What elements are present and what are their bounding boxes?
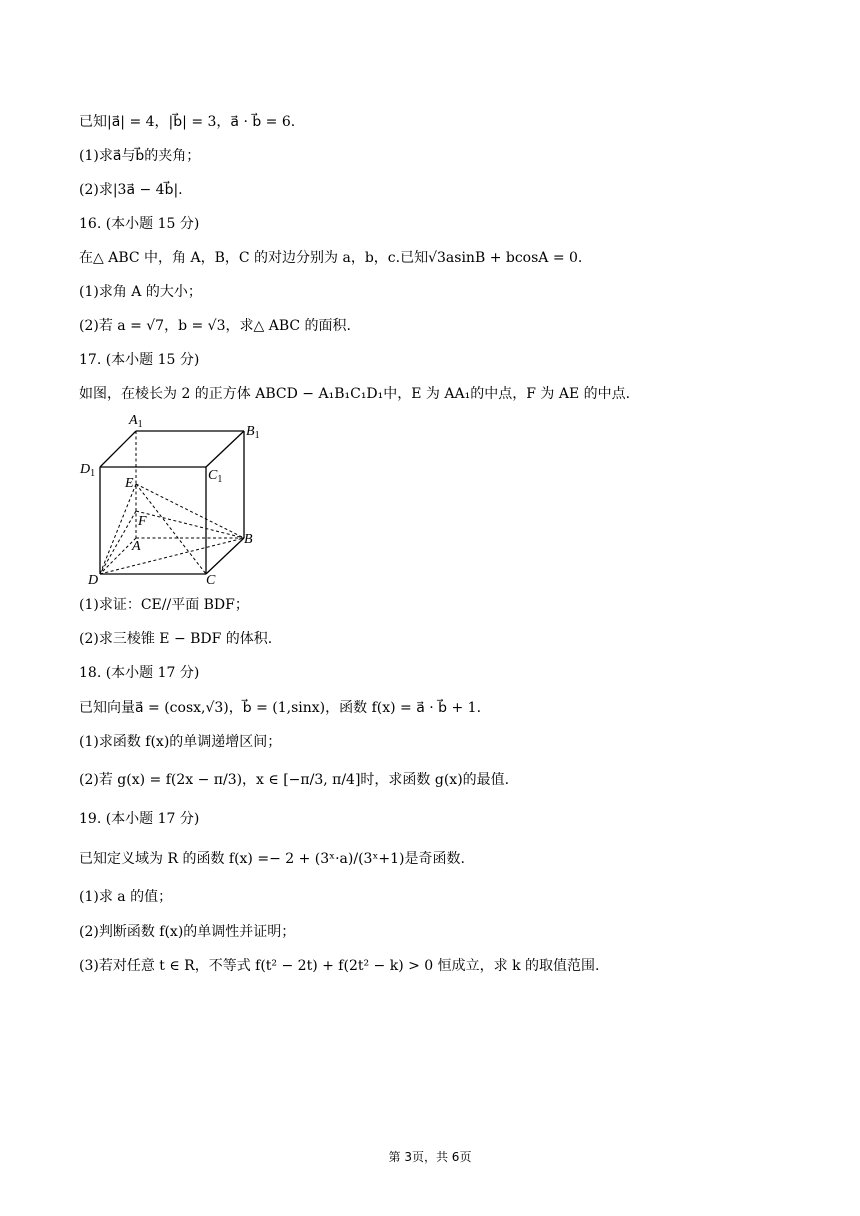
label-A1: $A_1$ bbox=[129, 413, 143, 430]
label-B1: $B_1$ bbox=[246, 424, 260, 441]
label-D1: $D_1$ bbox=[80, 462, 96, 479]
cube-figure bbox=[79, 407, 269, 587]
text-line: 已知定义域为 R 的函数 f(x) =− 2 + (3ˣ·a)/(3ˣ+1)是奇函数. bbox=[79, 851, 465, 867]
text-line: (1)求a⃗与b⃗的夹角； bbox=[79, 148, 201, 164]
edge-CB bbox=[206, 538, 244, 574]
text-line: (1)求证：CE//平面 BDF； bbox=[79, 597, 249, 613]
label-D: D bbox=[88, 573, 99, 587]
text-line: (2)若 g(x) = f(2x − π/3)，x ∈ [−π/3, π/4]时，求函数 g(x)的最值. bbox=[79, 772, 510, 788]
text-line: (1)求函数 f(x)的单调递增区间； bbox=[79, 734, 282, 750]
segment-FD bbox=[100, 511, 136, 574]
text-line: 已知|a⃗| = 4，|b⃗| = 3，a⃗ · b⃗ = 6. bbox=[79, 114, 296, 130]
segment-EB bbox=[136, 484, 244, 538]
problem-heading: 16. (本小题 15 分) bbox=[79, 216, 200, 232]
text-line: (2)求三棱锥 E − BDF 的体积. bbox=[79, 631, 273, 647]
problem-heading: 17. (本小题 15 分) bbox=[79, 352, 200, 368]
text-line: (1)求角 A 的大小； bbox=[79, 284, 202, 300]
segment-EC bbox=[136, 484, 206, 574]
edge-A1D1 bbox=[100, 431, 136, 467]
label-C1: $C_1$ bbox=[208, 468, 223, 485]
text-line: (2)若 a = √7，b = √3，求△ ABC 的面积. bbox=[79, 318, 351, 334]
problem-heading: 19. (本小题 17 分) bbox=[79, 811, 200, 827]
segment-FB bbox=[136, 511, 244, 538]
label-E: E bbox=[125, 476, 134, 491]
label-A: A bbox=[132, 539, 141, 554]
text-line: 如图，在棱长为 2 的正方体 ABCD − A₁B₁C₁D₁中，E 为 AA₁的中点，F 为 AE 的中点. bbox=[79, 386, 631, 402]
text-line: 在△ ABC 中，角 A，B，C 的对边分别为 a，b，c.已知√3asinB + bcosA = 0. bbox=[79, 250, 583, 266]
segment-ED bbox=[100, 484, 136, 574]
text-line: (2)求|3a⃗ − 4b⃗|. bbox=[79, 182, 183, 198]
problem-heading: 18. (本小题 17 分) bbox=[79, 665, 200, 681]
edge-AD bbox=[100, 538, 136, 574]
segment-DB bbox=[100, 538, 244, 574]
label-B: B bbox=[244, 532, 253, 547]
label-C: C bbox=[206, 573, 216, 587]
text-line: (2)判断函数 f(x)的单调性并证明； bbox=[79, 924, 296, 940]
label-F: F bbox=[138, 514, 147, 529]
page-footer: 第 3页，共 6页 bbox=[388, 1150, 472, 1164]
edge-B1C1 bbox=[206, 431, 244, 467]
text-line: (1)求 a 的值； bbox=[79, 889, 173, 905]
text-line: 已知向量a⃗ = (cosx,√3)，b⃗ = (1,sinx)，函数 f(x) = a⃗ · b⃗ + 1. bbox=[79, 700, 482, 716]
text-line: (3)若对任意 t ∈ R，不等式 f(t² − 2t) + f(2t² − k) > 0 恒成立，求 k 的取值范围. bbox=[79, 958, 600, 974]
